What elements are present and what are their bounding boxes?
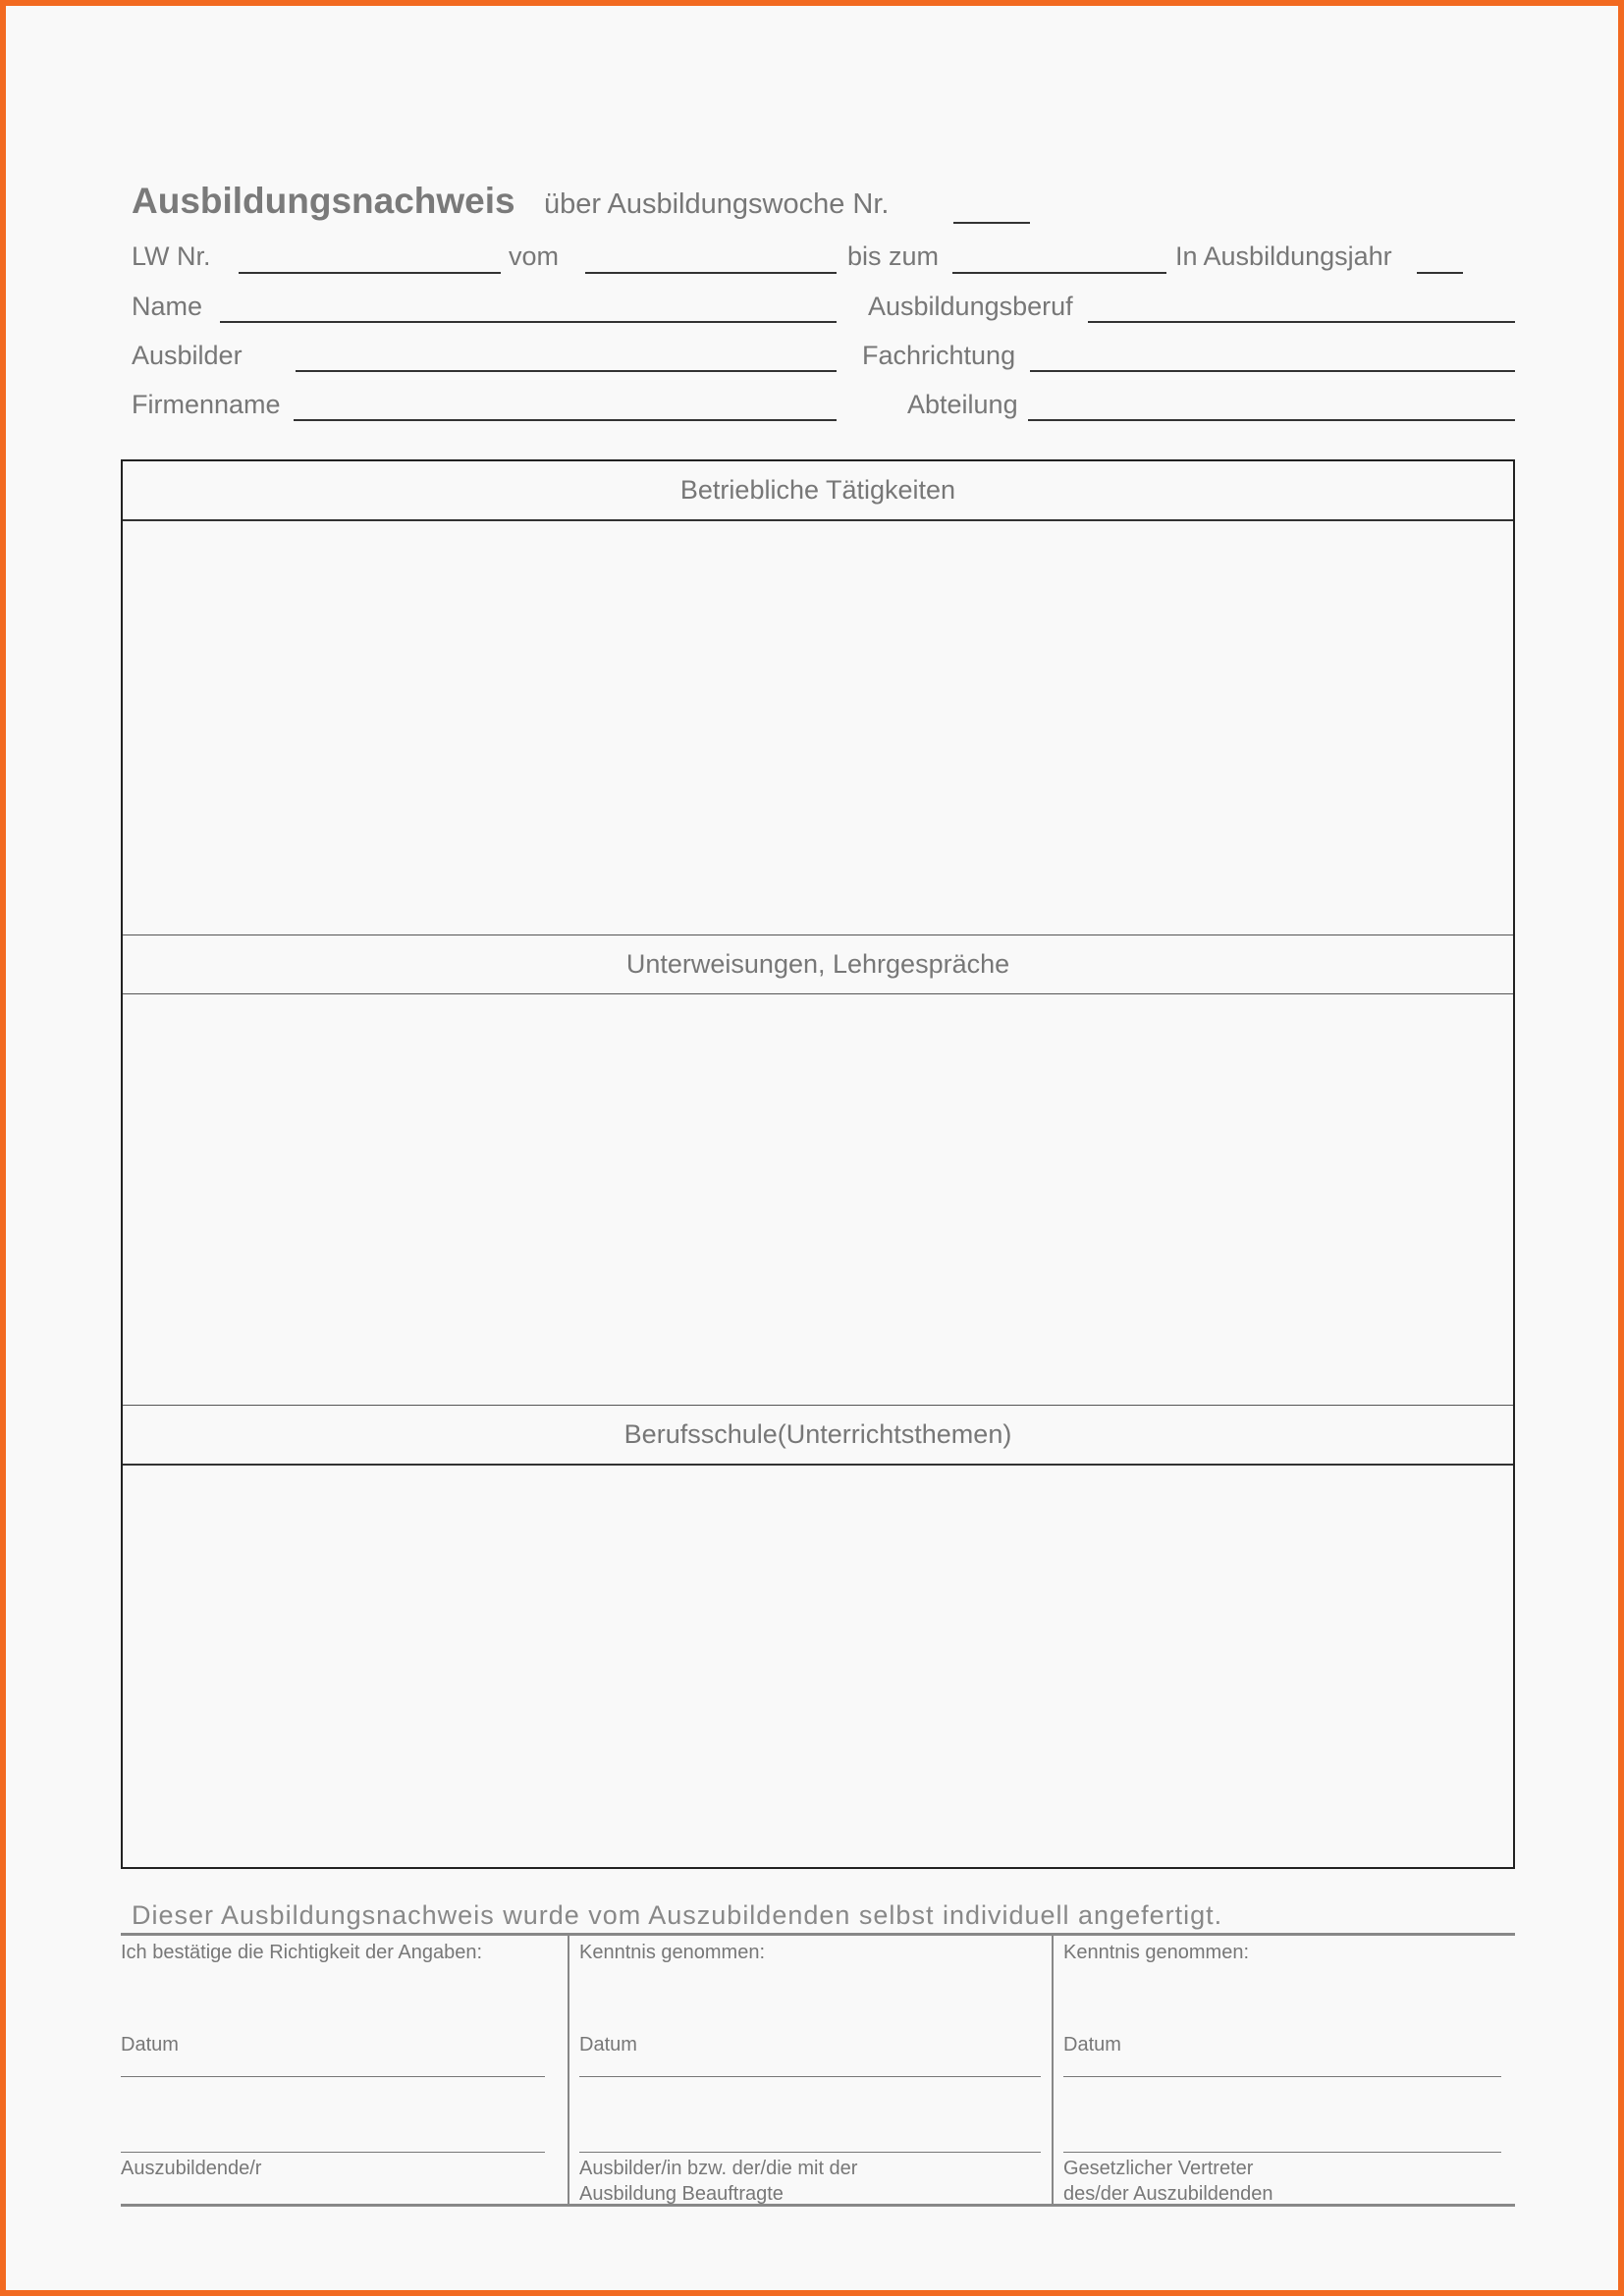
bis-zum-label: bis zum [847, 241, 940, 271]
vom-label: vom [509, 241, 560, 271]
vom-field[interactable] [585, 272, 837, 274]
role-label-line-1: Ausbilder/in bzw. der/die mit der [579, 2158, 858, 2179]
lw-nr-label: LW Nr. [132, 241, 211, 271]
ausbildungsjahr-field[interactable] [1417, 272, 1463, 274]
datum-field[interactable] [579, 2076, 1041, 2077]
betriebliche-taetigkeiten-area[interactable] [123, 521, 1513, 934]
unterweisungen-area[interactable] [123, 994, 1513, 1404]
confirmation-text: Ich bestätige die Richtigkeit der Angaben: [121, 1942, 483, 1963]
role-label: Auszubildende/r [121, 2158, 262, 2179]
lw-nr-field[interactable] [239, 272, 501, 274]
role-label-line-2: Ausbildung Beauftragte [579, 2183, 784, 2205]
signature-field[interactable] [579, 2152, 1041, 2153]
section-header-unterweisungen: Unterweisungen, Lehrgespräche [625, 949, 1010, 979]
section-header-berufsschule: Berufsschule(Unterrichtsthemen) [623, 1419, 1012, 1449]
self-made-note: Dieser Ausbildungsnachweis wurde vom Auszubildenden selbst individuell angefertigt. [132, 1900, 1223, 1930]
ausbildungsjahr-label: In Ausbildungsjahr [1175, 241, 1392, 271]
section-header-betriebliche-taetigkeiten: Betriebliche Tätigkeiten [679, 475, 956, 505]
ausbilder-label: Ausbilder [132, 341, 243, 370]
signature-column-trainer [568, 1936, 1054, 2204]
datum-label: Datum [121, 2034, 179, 2056]
datum-field[interactable] [1063, 2076, 1501, 2077]
signature-field[interactable] [121, 2152, 545, 2153]
acknowledged-text: Kenntnis genommen: [1063, 1942, 1250, 1963]
bis-zum-field[interactable] [952, 272, 1166, 274]
ausbildungsberuf-field[interactable] [1088, 321, 1515, 323]
signature-column-apprentice [121, 1936, 568, 2204]
abteilung-field[interactable] [1028, 419, 1515, 421]
datum-label: Datum [1063, 2034, 1121, 2056]
fachrichtung-field[interactable] [1030, 370, 1515, 372]
week-number-field[interactable] [953, 222, 1030, 224]
berufsschule-area[interactable] [123, 1466, 1513, 1867]
abteilung-label: Abteilung [907, 390, 1018, 419]
firmenname-field[interactable] [294, 419, 837, 421]
acknowledged-text: Kenntnis genommen: [579, 1942, 766, 1963]
ausbilder-field[interactable] [296, 370, 837, 372]
role-label-line-1: Gesetzlicher Vertreter [1063, 2158, 1254, 2179]
activities-table [121, 459, 1515, 1869]
form-title: Ausbildungsnachweis [132, 181, 515, 221]
role-label-line-2: des/der Auszubildenden [1063, 2183, 1273, 2205]
name-field[interactable] [220, 321, 837, 323]
form-subtitle: über Ausbildungswoche Nr. [544, 188, 890, 220]
datum-field[interactable] [121, 2076, 545, 2077]
ausbildungsberuf-label: Ausbildungsberuf [868, 292, 1073, 321]
signature-field[interactable] [1063, 2152, 1501, 2153]
signature-column-guardian [1052, 1936, 1517, 2204]
firmenname-label: Firmenname [132, 390, 281, 419]
fachrichtung-label: Fachrichtung [862, 341, 1016, 370]
signature-table [121, 1933, 1515, 2207]
name-label: Name [132, 292, 203, 321]
datum-label: Datum [579, 2034, 637, 2056]
